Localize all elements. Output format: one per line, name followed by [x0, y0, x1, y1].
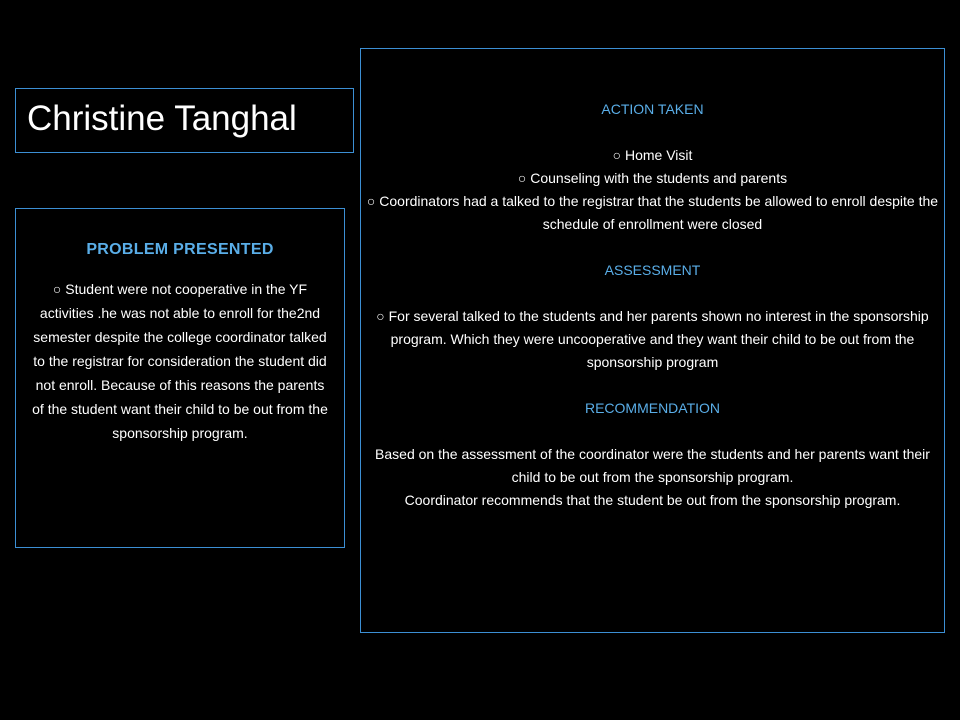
- recommendation-paragraph: Coordinator recommends that the student be out from the sponsorship program.: [404, 492, 901, 508]
- page-title: Christine Tanghal: [27, 99, 297, 138]
- recommendation-body: [367, 443, 938, 512]
- action-taken-list: [361, 144, 944, 236]
- action-taken-heading: ACTION TAKEN: [601, 101, 704, 117]
- recommendation-heading: RECOMMENDATION: [584, 400, 721, 416]
- action-item-home-visit: ○ Home Visit: [612, 147, 693, 163]
- recommendation-paragraph: Based on the assessment of the coordinator were the students and her parents want their child to be out from the sponsorship program.: [375, 446, 930, 485]
- assessment-heading: ASSESSMENT: [604, 262, 701, 278]
- problem-body: ○ Student were not cooperative in the YF activities .he was not able to enroll for the2nd semester despite the college coordinator talked to the registrar for consideration the student did not enroll. Because of this reasons the parents of the student want their child to be out from the sponsorship program.: [32, 281, 328, 441]
- action-item-counseling: ○ Counseling with the students and parents: [517, 170, 788, 186]
- problem-heading: PROBLEM PRESENTED: [86, 241, 274, 258]
- action-item-registrar: ○ Coordinators had a talked to the registrar that the students be allowed to enroll despite the schedule of enrollment were closed: [366, 193, 939, 232]
- problem-presented-box: [15, 208, 345, 548]
- details-box: [360, 48, 945, 633]
- title-box: [15, 88, 354, 153]
- assessment-body: ○ For several talked to the students and her parents shown no interest in the sponsorship program. Which they were uncooperative and they want their child to be out from the sponsorship program: [376, 308, 929, 370]
